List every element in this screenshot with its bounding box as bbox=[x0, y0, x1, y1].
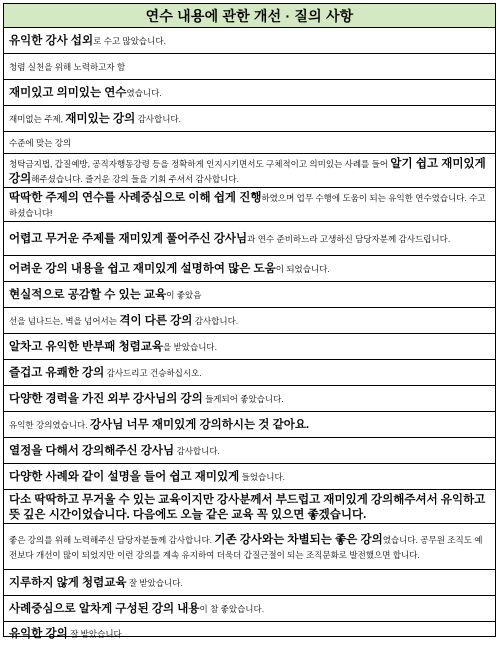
emphasis-text: 딱딱한 주제의 연수를 사례중심으로 이해 쉽게 진행 bbox=[9, 191, 262, 204]
plain-text: 감사합니다. bbox=[135, 114, 181, 124]
row-text bbox=[9, 313, 490, 328]
emphasis-text: 강사님 너무 재미있게 강의하시는 것 같아요. bbox=[90, 419, 310, 431]
row-text bbox=[9, 59, 490, 74]
table-row bbox=[4, 222, 495, 256]
emphasis-text: 사례중심으로 알차게 구성된 강의 내용 bbox=[9, 603, 200, 615]
emphasis-text: 유익한 강의 bbox=[9, 628, 68, 640]
plain-text: 과 연수 준비하느라 고생하신 담당자분께 감사드립니다. bbox=[247, 234, 451, 244]
emphasis-text: 열정을 다해서 강의해주신 강사님 bbox=[9, 445, 175, 457]
plain-text: 잘 받았습니다. bbox=[126, 578, 183, 588]
emphasis-text: 알기 쉽고 재미있게 강의 bbox=[9, 157, 486, 185]
row-text bbox=[9, 626, 490, 641]
table-title: 연수 내용에 관한 개선 · 질의 사항 bbox=[4, 4, 495, 28]
plain-text: 하였으며 업무 수행에 도움이 되는 유익한 연수였습니다. 수고하셨습니다! bbox=[9, 192, 486, 218]
table-row bbox=[4, 334, 495, 360]
table-row bbox=[4, 412, 495, 438]
table-row bbox=[4, 54, 495, 80]
emphasis-text: 격이 다른 강의 bbox=[119, 315, 193, 327]
plain-text: 감사합니다. bbox=[174, 446, 220, 456]
table-row bbox=[4, 106, 495, 132]
plain-text: 였습니다. 공무원 조직도 예전보다 개선이 많이 되었지만 이런 강의를 계속 유지하여 더욱더 갑질근절이 되는 조직문화로 발전했으면 합니다. bbox=[9, 534, 483, 560]
table-row bbox=[4, 464, 495, 490]
plain-text: 해주셨습니다. 즐거운 강의 들을 기회 주셔서 감사합니다. bbox=[31, 173, 239, 184]
emphasis-text: 어렵고 무거운 주제를 재미있게 풀어주신 강사님 bbox=[9, 233, 248, 245]
plain-text: 였습니다. bbox=[126, 88, 162, 98]
feedback-table bbox=[3, 3, 496, 640]
plain-text: 감사드리고 건승하십시오. bbox=[104, 368, 202, 378]
row-text bbox=[9, 33, 490, 48]
table-row bbox=[4, 154, 495, 188]
plain-text: 이 좋았음 bbox=[166, 290, 202, 300]
row-text bbox=[9, 532, 490, 562]
plain-text: 이 참 좋았습니다. bbox=[199, 604, 265, 614]
emphasis-text: 기존 강사와는 차별되는 좋은 강의 bbox=[214, 533, 383, 546]
table-row bbox=[4, 490, 495, 524]
row-text bbox=[9, 156, 490, 186]
row-text bbox=[9, 417, 490, 432]
plain-text: 선을 넘나드는, 벽을 넘어서는 bbox=[9, 316, 120, 326]
plain-text: 감사합니다. bbox=[192, 316, 239, 326]
emphasis-text: 지루하지 않게 청렴교육 bbox=[9, 577, 127, 589]
row-text bbox=[9, 575, 490, 590]
row-text bbox=[9, 261, 490, 276]
emphasis-text: 즐겁고 유쾌한 강의 bbox=[9, 367, 105, 379]
emphasis-text: 유익한 강사 섭외 bbox=[9, 35, 94, 47]
table-row bbox=[4, 28, 495, 54]
emphasis-text: 현실적으로 공감할 수 있는 교육 bbox=[9, 289, 167, 301]
table-row bbox=[4, 132, 495, 154]
plain-text: 들었습니다. bbox=[239, 472, 286, 482]
emphasis-text: 어려운 강의 내용을 쉽고 재미있게 설명하여 많은 도움 bbox=[9, 263, 276, 275]
plain-text: 잘 받았습니다. bbox=[67, 629, 125, 639]
row-text bbox=[9, 231, 490, 246]
emphasis-text: 다양한 경력을 가진 외부 강사님의 강의 bbox=[9, 393, 203, 405]
row-text bbox=[9, 190, 490, 220]
row-text bbox=[9, 492, 490, 522]
emphasis-text: 재미있고 의미있는 연수 bbox=[9, 87, 127, 99]
row-text bbox=[9, 601, 490, 616]
table-row bbox=[4, 282, 495, 308]
plain-text: 좋은 강의를 위해 노력해주신 담당자분들께 감사합니다. bbox=[9, 534, 215, 545]
row-text bbox=[9, 469, 490, 484]
plain-text: 유익한 강의였습니다. bbox=[9, 420, 90, 430]
row-text bbox=[9, 85, 490, 100]
emphasis-text: 다양한 사례와 같이 설명을 들어 쉽고 재미있게 bbox=[9, 471, 240, 483]
table-row bbox=[4, 524, 495, 570]
plain-text: 로 수고 많았습니다. bbox=[93, 36, 166, 46]
table-row bbox=[4, 596, 495, 622]
table-row bbox=[4, 386, 495, 412]
plain-text: 재미없는 주제, bbox=[9, 114, 66, 124]
row-text bbox=[9, 365, 490, 380]
row-text bbox=[9, 339, 490, 354]
row-text bbox=[9, 287, 490, 302]
emphasis-text: 다소 딱딱하고 무거울 수 있는 교육이지만 강사분께서 부드럽고 재미있게 강의해주셔서 유익하고 뜻 깊은 시간이었습니다. 다음에도 오늘 같은 교육 꼭 있으면 좋겠습니다. bbox=[9, 493, 486, 521]
table-row bbox=[4, 308, 495, 334]
table-row bbox=[4, 622, 495, 645]
plain-text: 을 받았습니다. bbox=[163, 342, 218, 352]
row-text bbox=[9, 135, 490, 150]
plain-text: 이 되었습니다. bbox=[275, 264, 330, 274]
row-text bbox=[9, 111, 490, 126]
plain-text: 수준에 맞는 강의 bbox=[9, 138, 72, 148]
plain-text: 들게되어 좋았습니다. bbox=[202, 394, 284, 404]
table-row bbox=[4, 438, 495, 464]
table-row bbox=[4, 570, 495, 596]
table-row bbox=[4, 80, 495, 106]
row-text bbox=[9, 443, 490, 458]
row-text bbox=[9, 391, 490, 406]
table-row bbox=[4, 360, 495, 386]
table-row bbox=[4, 256, 495, 282]
emphasis-text: 알차고 유익한 반부패 청렴교육 bbox=[9, 341, 164, 353]
plain-text: 청렴 실천을 위해 노력하고자 함 bbox=[9, 62, 126, 72]
emphasis-text: 재미있는 강의 bbox=[65, 113, 136, 125]
plain-text: 청탁금지법, 갑질예방, 공직자행동강령 등을 정확하게 인지시키면서도 구체적이고 의미있는 사례를 들어 bbox=[9, 158, 391, 169]
table-row bbox=[4, 188, 495, 222]
